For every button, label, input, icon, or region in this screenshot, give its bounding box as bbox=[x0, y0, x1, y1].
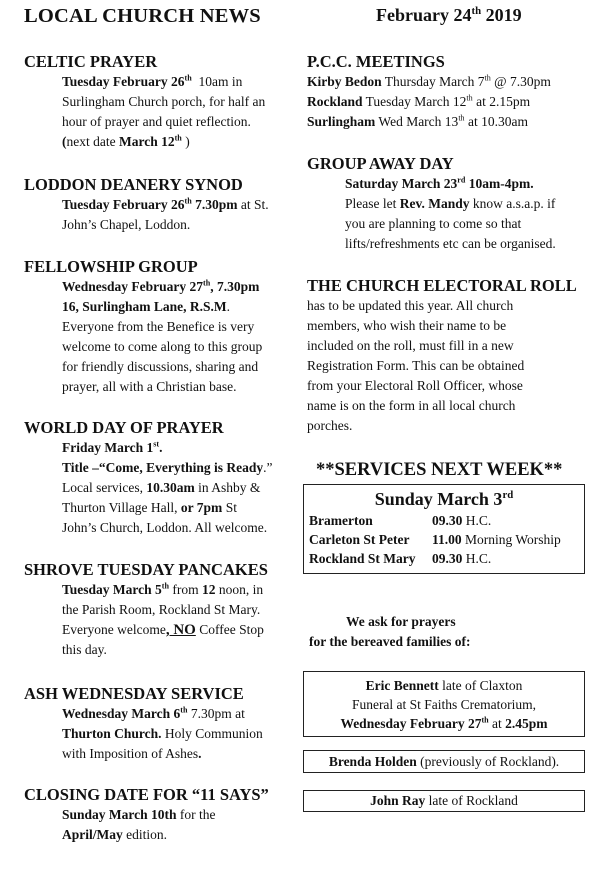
roll-line: has to be updated this year. All church bbox=[307, 298, 514, 313]
services-heading: **SERVICES NEXT WEEK** bbox=[316, 460, 563, 480]
services-box bbox=[303, 484, 585, 574]
loddon-date: Tuesday February 26 bbox=[62, 197, 185, 212]
wdp-date: Friday March 1 bbox=[62, 440, 154, 455]
pcc-row2-sup: th bbox=[466, 93, 473, 103]
celtic-next-text: next date bbox=[66, 134, 119, 149]
pcc-row2-place: Rockland bbox=[307, 94, 363, 109]
shrove-line4: this day. bbox=[62, 642, 107, 657]
away-line3: you are planning to come so that bbox=[345, 216, 522, 231]
loddon-time: 7.30pm bbox=[191, 197, 238, 212]
wdp-line4a: Thurton Village Hall, bbox=[62, 500, 181, 515]
services-day bbox=[304, 488, 584, 510]
ash-wednesday-body bbox=[24, 704, 296, 764]
pcc-meetings-heading: P.C.C. MEETINGS bbox=[307, 52, 445, 71]
pcc-meetings-section bbox=[307, 51, 582, 132]
shrove-tuesday-heading: SHROVE TUESDAY PANCAKES bbox=[24, 560, 268, 579]
celtic-date-sup: th bbox=[184, 73, 192, 83]
loddon-date-sup: th bbox=[184, 196, 192, 206]
ash-line3a: with Imposition of Ashes bbox=[62, 746, 199, 761]
celtic-prayer-section bbox=[24, 51, 296, 152]
fellowship-date-sup: th bbox=[203, 278, 211, 288]
fellowship-line: Everyone from the Benefice is very bbox=[62, 319, 255, 334]
wdp-line3a: Local services, bbox=[62, 480, 147, 495]
service-time: 09.30 bbox=[432, 551, 463, 566]
celtic-next-sup: th bbox=[174, 133, 182, 143]
shrove-line2: the Parish Room, Rockland St Mary. bbox=[62, 602, 261, 617]
pcc-row1-date: Thursday March 7 bbox=[381, 74, 485, 89]
world-day-prayer-body bbox=[24, 438, 296, 538]
celtic-time: 10am in bbox=[191, 74, 243, 89]
bereaved-funeral: Funeral at St Faiths Crematorium, bbox=[351, 697, 537, 712]
away-time: 10am-4pm. bbox=[465, 176, 534, 191]
service-type: H.C. bbox=[462, 551, 492, 566]
bereaved-box-3 bbox=[303, 790, 585, 812]
group-away-day-heading: GROUP AWAY DAY bbox=[307, 154, 454, 173]
fellowship-address: 16, Surlingham Lane, R.S.M bbox=[62, 299, 227, 314]
pcc-row3-place: Surlingham bbox=[307, 114, 376, 129]
roll-line: members, who wish their name to be bbox=[307, 318, 507, 333]
shrove-tuesday-body bbox=[24, 580, 296, 660]
closing-date-heading: CLOSING DATE FOR “11 SAYS” bbox=[24, 785, 269, 804]
fellowship-section bbox=[24, 256, 296, 397]
roll-line: from your Electoral Roll Officer, whose bbox=[307, 378, 523, 393]
fellowship-heading: FELLOWSHIP GROUP bbox=[24, 257, 198, 276]
pcc-row3-sup: th bbox=[458, 113, 465, 123]
service-church: Rockland St Mary bbox=[309, 551, 416, 566]
closing-date: Sunday March 10th bbox=[62, 807, 177, 822]
away-line4: lifts/refreshments etc can be organised. bbox=[345, 236, 556, 251]
bereaved-box-2 bbox=[303, 750, 585, 773]
closing-date-rest: for the bbox=[176, 807, 216, 822]
table-row bbox=[304, 530, 584, 549]
shrove-noon-rest: noon, in bbox=[215, 582, 264, 597]
shrove-tuesday-section bbox=[24, 559, 296, 660]
bereaved-detail: late of Rockland bbox=[425, 793, 518, 808]
service-church: Bramerton bbox=[309, 513, 373, 528]
wdp-line5: John’s Church, Loddon. All welcome. bbox=[62, 520, 268, 535]
celtic-prayer-body bbox=[24, 72, 296, 152]
loddon-synod-section bbox=[24, 174, 296, 235]
wdp-title-end: .” bbox=[263, 460, 273, 475]
roll-line: included on the roll, must fill in a new bbox=[307, 338, 514, 353]
wdp-date-sup: st bbox=[153, 439, 160, 449]
away-date-sup: rd bbox=[457, 175, 466, 185]
service-church: Carleton St Peter bbox=[309, 532, 410, 547]
loddon-at: at St. bbox=[237, 197, 269, 212]
bereaved-name: Brenda Holden bbox=[328, 754, 417, 769]
roll-line: Registration Form. This can be obtained bbox=[307, 358, 525, 373]
pcc-row2-time: at 2.15pm bbox=[472, 94, 531, 109]
service-type: Morning Worship bbox=[461, 532, 561, 547]
fellowship-body bbox=[24, 277, 296, 397]
roll-line: porches. bbox=[307, 418, 353, 433]
bereaved-date: Wednesday February 27 bbox=[340, 716, 482, 731]
pcc-row3-time: at 10.30am bbox=[464, 114, 528, 129]
issue-date-sup: th bbox=[471, 5, 482, 17]
table-row bbox=[304, 511, 584, 530]
electoral-roll-body bbox=[307, 296, 582, 436]
celtic-line3: hour of prayer and quiet reflection. bbox=[62, 114, 251, 129]
services-day-sup: rd bbox=[502, 489, 514, 501]
away-date: Saturday March 23 bbox=[345, 176, 458, 191]
wdp-line3b: 10.30am bbox=[146, 480, 195, 495]
bereaved-detail: late of Claxton bbox=[438, 678, 523, 693]
bereaved-box-1 bbox=[303, 671, 585, 737]
world-day-prayer-section bbox=[24, 417, 296, 538]
bereaved-time: 2.45pm bbox=[505, 716, 548, 731]
group-away-day-body bbox=[307, 174, 582, 254]
away-contact: Rev. Mandy bbox=[399, 196, 470, 211]
ash-time: 7.30pm at bbox=[187, 706, 245, 721]
wdp-line4c: St bbox=[222, 500, 237, 515]
closing-edition-rest: edition. bbox=[122, 827, 167, 842]
fellowship-line: for friendly discussions, sharing and bbox=[62, 359, 259, 374]
bereaved-at: at bbox=[488, 716, 506, 731]
fellowship-line: welcome to come along to this group bbox=[62, 339, 263, 354]
world-day-prayer-heading: WORLD DAY OF PRAYER bbox=[24, 418, 224, 437]
closing-date-section bbox=[24, 784, 296, 845]
shrove-noon: 12 bbox=[201, 582, 216, 597]
service-time: 09.30 bbox=[432, 513, 463, 528]
away-line2a: Please let bbox=[345, 196, 400, 211]
left-column bbox=[24, 51, 296, 845]
ash-date-sup: th bbox=[180, 705, 188, 715]
loddon-line2: John’s Chapel, Loddon. bbox=[62, 217, 191, 232]
ash-date: Wednesday March 6 bbox=[62, 706, 181, 721]
fellowship-date: Wednesday February 27 bbox=[62, 279, 204, 294]
shrove-no-emphasis: , NO bbox=[165, 622, 196, 638]
closing-date-body bbox=[24, 805, 296, 845]
loddon-synod-body bbox=[24, 195, 296, 235]
celtic-next-date: March 12 bbox=[118, 134, 175, 149]
bereaved-detail: (previously of Rockland). bbox=[416, 754, 560, 769]
service-type: H.C. bbox=[462, 513, 492, 528]
pcc-row1-time: @ 7.30pm bbox=[490, 74, 551, 89]
prayers-line2: for the bereaved families of: bbox=[309, 634, 471, 649]
celtic-next-pre: ( bbox=[62, 134, 67, 149]
prayers-request bbox=[309, 612, 470, 652]
celtic-prayer-heading: CELTIC PRAYER bbox=[24, 52, 158, 71]
fellowship-address-end: . bbox=[226, 299, 231, 314]
closing-edition: April/May bbox=[62, 827, 123, 842]
page-title: LOCAL CHURCH NEWS bbox=[24, 5, 261, 27]
celtic-next-post: ) bbox=[181, 134, 190, 149]
electoral-roll-heading: THE CHURCH ELECTORAL ROLL bbox=[307, 276, 577, 295]
fellowship-line: prayer, all with a Christian base. bbox=[62, 379, 237, 394]
pcc-row3-date: Wed March 13 bbox=[375, 114, 459, 129]
pcc-row1-sup: th bbox=[484, 73, 491, 83]
bereaved-name: John Ray bbox=[370, 793, 426, 808]
shrove-line3a: Everyone welcome bbox=[62, 622, 166, 637]
shrove-line3c: Coffee Stop bbox=[195, 622, 264, 637]
shrove-from: from bbox=[168, 582, 202, 597]
shrove-date: Tuesday March 5 bbox=[62, 582, 162, 597]
ash-place-rest: Holy Communion bbox=[161, 726, 263, 741]
ash-line3b: . bbox=[198, 746, 202, 761]
loddon-synod-heading: LODDON DEANERY SYNOD bbox=[24, 175, 243, 194]
issue-date bbox=[376, 5, 522, 26]
ash-wednesday-section bbox=[24, 683, 296, 764]
pcc-meetings-body bbox=[307, 72, 582, 132]
services-day-text: Sunday March 3 bbox=[374, 489, 503, 509]
wdp-date-end: . bbox=[159, 440, 163, 455]
services-table bbox=[304, 511, 584, 568]
wdp-line3c: in Ashby & bbox=[194, 480, 261, 495]
bereaved-date-sup: th bbox=[481, 715, 489, 725]
fellowship-time: , 7.30pm bbox=[210, 279, 260, 294]
away-line2c: know a.s.a.p. if bbox=[469, 196, 556, 211]
issue-date-main: February 24 bbox=[376, 5, 472, 25]
ash-wednesday-heading: ASH WEDNESDAY SERVICE bbox=[24, 684, 244, 703]
right-column bbox=[307, 51, 582, 436]
pcc-row1-place: Kirby Bedon bbox=[307, 74, 382, 89]
celtic-line2: Surlingham Church porch, for half an bbox=[62, 94, 266, 109]
prayers-line1: We ask for prayers bbox=[346, 614, 456, 629]
group-away-day-section bbox=[307, 153, 582, 254]
roll-line: name is on the form in all local church bbox=[307, 398, 516, 413]
ash-place: Thurton Church. bbox=[62, 726, 162, 741]
shrove-date-sup: th bbox=[161, 581, 169, 591]
table-row bbox=[304, 549, 584, 568]
pcc-row2-date: Tuesday March 12 bbox=[362, 94, 467, 109]
electoral-roll-section bbox=[307, 275, 582, 436]
celtic-date: Tuesday February 26 bbox=[62, 74, 185, 89]
bereaved-name: Eric Bennett bbox=[365, 678, 439, 693]
wdp-line4b: or 7pm bbox=[180, 500, 223, 515]
service-time: 11.00 bbox=[432, 532, 462, 547]
wdp-title: Title –“Come, Everything is Ready bbox=[62, 460, 264, 475]
issue-date-year: 2019 bbox=[481, 5, 522, 25]
